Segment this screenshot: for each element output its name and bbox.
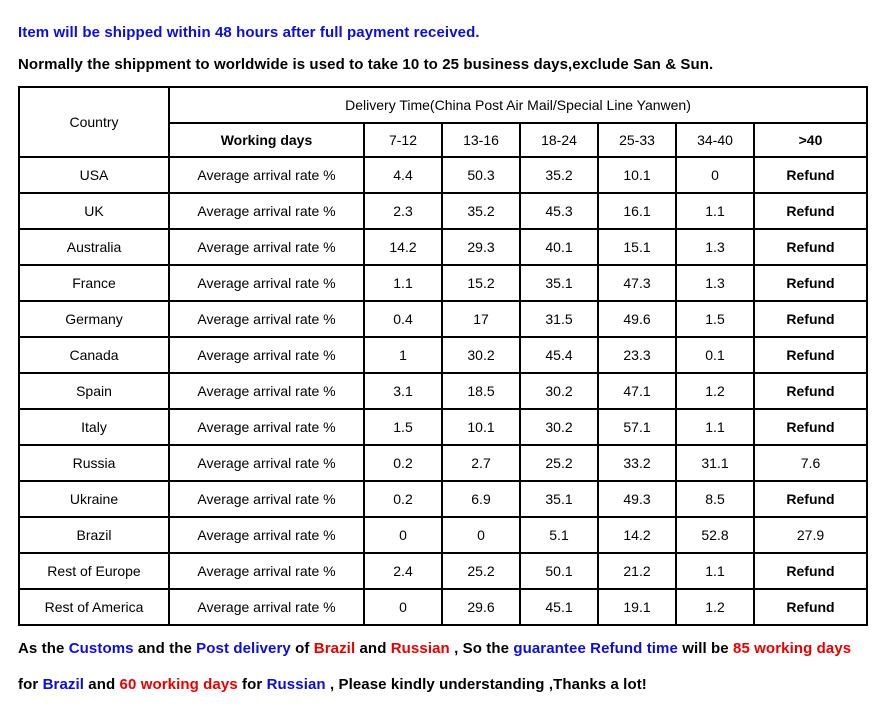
country-cell: Ukraine bbox=[19, 481, 169, 517]
sub-header-cell: 13-16 bbox=[442, 123, 520, 157]
rate-cell: 50.3 bbox=[442, 157, 520, 193]
rate-cell: 1.1 bbox=[364, 265, 442, 301]
rate-cell: 1.5 bbox=[676, 301, 754, 337]
metric-label-cell: Average arrival rate % bbox=[169, 301, 364, 337]
delivery-time-table bbox=[18, 86, 868, 626]
rate-cell: Refund bbox=[754, 337, 867, 373]
country-cell: Russia bbox=[19, 445, 169, 481]
country-cell: Spain bbox=[19, 373, 169, 409]
rate-cell: 16.1 bbox=[598, 193, 676, 229]
rate-cell: 0 bbox=[364, 517, 442, 553]
metric-label-cell: Average arrival rate % bbox=[169, 265, 364, 301]
country-cell: USA bbox=[19, 157, 169, 193]
rate-cell: Refund bbox=[754, 553, 867, 589]
footer-text-segment: for bbox=[18, 676, 43, 693]
rate-cell: 25.2 bbox=[442, 553, 520, 589]
table-row bbox=[19, 409, 867, 445]
footer-text-segment: Customs bbox=[68, 640, 134, 657]
rate-cell: 1.1 bbox=[676, 193, 754, 229]
rate-cell: 8.5 bbox=[676, 481, 754, 517]
rate-cell: 33.2 bbox=[598, 445, 676, 481]
table-body bbox=[19, 157, 867, 625]
rate-cell: 0.2 bbox=[364, 481, 442, 517]
rate-cell: 1.1 bbox=[676, 553, 754, 589]
footer-text-segment: Russian bbox=[390, 640, 450, 657]
rate-cell: 7.6 bbox=[754, 445, 867, 481]
country-cell: Rest of Europe bbox=[19, 553, 169, 589]
table-row bbox=[19, 301, 867, 337]
metric-label-cell: Average arrival rate % bbox=[169, 193, 364, 229]
metric-label-cell: Average arrival rate % bbox=[169, 553, 364, 589]
table-row bbox=[19, 229, 867, 265]
rate-cell: 0 bbox=[364, 589, 442, 625]
footer-text-segment: Brazil bbox=[313, 640, 356, 657]
rate-cell: Refund bbox=[754, 157, 867, 193]
footer-text-segment: and the bbox=[133, 640, 197, 657]
table-row bbox=[19, 373, 867, 409]
footer-text-segment: 60 working days bbox=[119, 676, 238, 693]
table-header-row-1 bbox=[19, 87, 867, 123]
rate-cell: 45.1 bbox=[520, 589, 598, 625]
metric-label-cell: Average arrival rate % bbox=[169, 229, 364, 265]
sub-header-cell: Working days bbox=[169, 123, 364, 157]
rate-cell: 1.2 bbox=[676, 373, 754, 409]
rate-cell: 2.7 bbox=[442, 445, 520, 481]
rate-cell: 35.1 bbox=[520, 265, 598, 301]
footer-text-segment: guarantee Refund time bbox=[513, 640, 678, 657]
country-cell: UK bbox=[19, 193, 169, 229]
footer-text-segment: of bbox=[290, 640, 314, 657]
metric-label-cell: Average arrival rate % bbox=[169, 445, 364, 481]
refund-policy-footer bbox=[18, 640, 866, 693]
country-cell: France bbox=[19, 265, 169, 301]
rate-cell: 29.6 bbox=[442, 589, 520, 625]
country-cell: Italy bbox=[19, 409, 169, 445]
rate-cell: 18.5 bbox=[442, 373, 520, 409]
rate-cell: Refund bbox=[754, 265, 867, 301]
rate-cell: 2.4 bbox=[364, 553, 442, 589]
table-row bbox=[19, 553, 867, 589]
rate-cell: 21.2 bbox=[598, 553, 676, 589]
rate-cell: 15.1 bbox=[598, 229, 676, 265]
delivery-time-group-header: Delivery Time(China Post Air Mail/Special Line Yanwen) bbox=[169, 87, 867, 123]
table-row bbox=[19, 157, 867, 193]
sub-header-cell: 18-24 bbox=[520, 123, 598, 157]
rate-cell: 15.2 bbox=[442, 265, 520, 301]
rate-cell: 1.3 bbox=[676, 229, 754, 265]
metric-label-cell: Average arrival rate % bbox=[169, 589, 364, 625]
table-row bbox=[19, 517, 867, 553]
table-row bbox=[19, 445, 867, 481]
rate-cell: Refund bbox=[754, 481, 867, 517]
rate-cell: 50.1 bbox=[520, 553, 598, 589]
rate-cell: 19.1 bbox=[598, 589, 676, 625]
table-row bbox=[19, 589, 867, 625]
rate-cell: 27.9 bbox=[754, 517, 867, 553]
rate-cell: 0 bbox=[442, 517, 520, 553]
rate-cell: 0.1 bbox=[676, 337, 754, 373]
rate-cell: Refund bbox=[754, 301, 867, 337]
rate-cell: 31.5 bbox=[520, 301, 598, 337]
rate-cell: 35.1 bbox=[520, 481, 598, 517]
rate-cell: 49.6 bbox=[598, 301, 676, 337]
country-cell: Brazil bbox=[19, 517, 169, 553]
sub-header-cell: 7-12 bbox=[364, 123, 442, 157]
rate-cell: 3.1 bbox=[364, 373, 442, 409]
rate-cell: 6.9 bbox=[442, 481, 520, 517]
metric-label-cell: Average arrival rate % bbox=[169, 157, 364, 193]
metric-label-cell: Average arrival rate % bbox=[169, 337, 364, 373]
rate-cell: 35.2 bbox=[442, 193, 520, 229]
footer-text-segment: , Please kindly understanding ,Thanks a lot! bbox=[325, 676, 647, 693]
country-cell: Germany bbox=[19, 301, 169, 337]
rate-cell: 1.3 bbox=[676, 265, 754, 301]
footer-line bbox=[18, 676, 866, 693]
rate-cell: 1 bbox=[364, 337, 442, 373]
table-row bbox=[19, 481, 867, 517]
footer-text-segment: and bbox=[84, 676, 120, 693]
rate-cell: 30.2 bbox=[442, 337, 520, 373]
rate-cell: 57.1 bbox=[598, 409, 676, 445]
rate-cell: 10.1 bbox=[442, 409, 520, 445]
rate-cell: 47.3 bbox=[598, 265, 676, 301]
rate-cell: 14.2 bbox=[364, 229, 442, 265]
footer-text-segment: , So the bbox=[449, 640, 514, 657]
rate-cell: 0.4 bbox=[364, 301, 442, 337]
country-column-header: Country bbox=[19, 87, 169, 157]
rate-cell: 4.4 bbox=[364, 157, 442, 193]
country-cell: Rest of America bbox=[19, 589, 169, 625]
table-row bbox=[19, 337, 867, 373]
rate-cell: 29.3 bbox=[442, 229, 520, 265]
sub-header-cell: 34-40 bbox=[676, 123, 754, 157]
rate-cell: 17 bbox=[442, 301, 520, 337]
rate-cell: 40.1 bbox=[520, 229, 598, 265]
rate-cell: 35.2 bbox=[520, 157, 598, 193]
footer-text-segment: Post delivery bbox=[196, 640, 291, 657]
metric-label-cell: Average arrival rate % bbox=[169, 481, 364, 517]
footer-text-segment: and bbox=[355, 640, 391, 657]
footer-line bbox=[18, 640, 866, 657]
rate-cell: 23.3 bbox=[598, 337, 676, 373]
rate-cell: 30.2 bbox=[520, 409, 598, 445]
shipping-time-note: Item will be shipped within 48 hours after full payment received. bbox=[18, 24, 480, 41]
rate-cell: 1.2 bbox=[676, 589, 754, 625]
metric-label-cell: Average arrival rate % bbox=[169, 517, 364, 553]
rate-cell: 45.4 bbox=[520, 337, 598, 373]
rate-cell: 0.2 bbox=[364, 445, 442, 481]
rate-cell: 30.2 bbox=[520, 373, 598, 409]
rate-cell: 31.1 bbox=[676, 445, 754, 481]
sub-header-cell: >40 bbox=[754, 123, 867, 157]
rate-cell: 14.2 bbox=[598, 517, 676, 553]
table-row bbox=[19, 265, 867, 301]
rate-cell: 1.1 bbox=[676, 409, 754, 445]
metric-label-cell: Average arrival rate % bbox=[169, 373, 364, 409]
country-cell: Canada bbox=[19, 337, 169, 373]
country-cell: Australia bbox=[19, 229, 169, 265]
footer-text-segment: Brazil bbox=[42, 676, 85, 693]
rate-cell: 45.3 bbox=[520, 193, 598, 229]
rate-cell: 52.8 bbox=[676, 517, 754, 553]
rate-cell: 2.3 bbox=[364, 193, 442, 229]
rate-cell: Refund bbox=[754, 589, 867, 625]
sub-header-cell: 25-33 bbox=[598, 123, 676, 157]
rate-cell: 10.1 bbox=[598, 157, 676, 193]
footer-text-segment: for bbox=[237, 676, 267, 693]
rate-cell: Refund bbox=[754, 409, 867, 445]
rate-cell: 1.5 bbox=[364, 409, 442, 445]
footer-text-segment: Russian bbox=[266, 676, 326, 693]
rate-cell: 47.1 bbox=[598, 373, 676, 409]
rate-cell: 5.1 bbox=[520, 517, 598, 553]
footer-text-segment: will be bbox=[677, 640, 734, 657]
rate-cell: 0 bbox=[676, 157, 754, 193]
rate-cell: 49.3 bbox=[598, 481, 676, 517]
worldwide-shipping-note: Normally the shippment to worldwide is used to take 10 to 25 business days,exclude San & Sun. bbox=[18, 56, 714, 73]
rate-cell: Refund bbox=[754, 229, 867, 265]
metric-label-cell: Average arrival rate % bbox=[169, 409, 364, 445]
footer-text-segment: 85 working days bbox=[733, 640, 852, 657]
rate-cell: Refund bbox=[754, 373, 867, 409]
footer-text-segment: As the bbox=[18, 640, 69, 657]
rate-cell: Refund bbox=[754, 193, 867, 229]
table-row bbox=[19, 193, 867, 229]
rate-cell: 25.2 bbox=[520, 445, 598, 481]
